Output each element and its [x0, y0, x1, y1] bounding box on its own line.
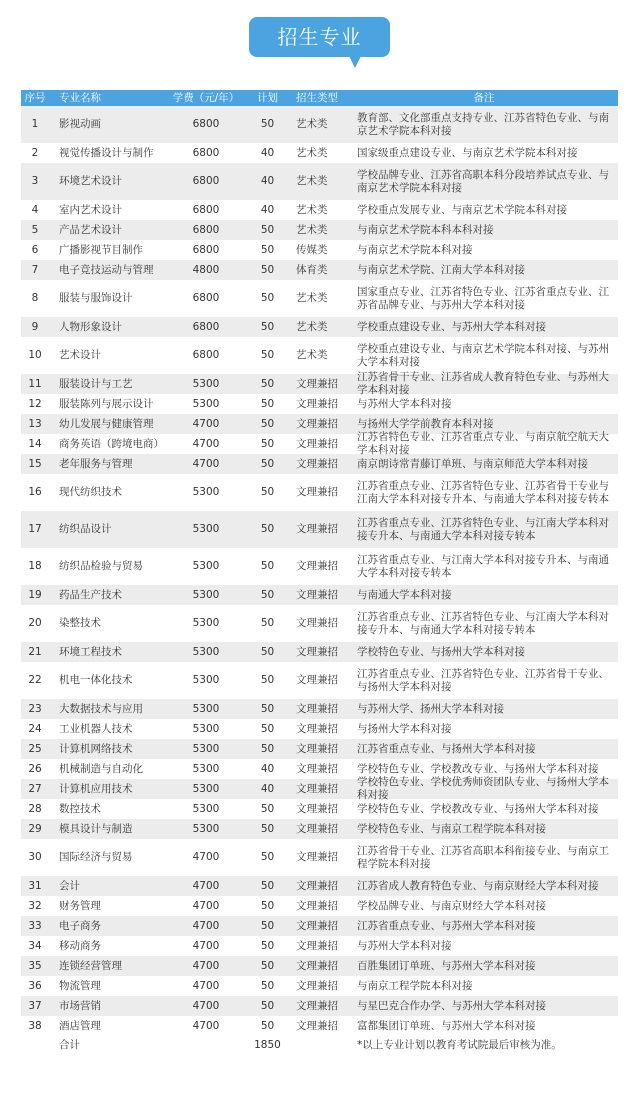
cell-type: 文理兼招: [296, 645, 338, 658]
cell-fee: 5300: [192, 822, 220, 835]
cell-no: 37: [28, 999, 42, 1012]
cell-name: 连锁经营管理: [59, 959, 122, 972]
cell-fee: 4700: [192, 979, 220, 992]
cell-name: 人物形象设计: [59, 320, 122, 333]
cell-type: 文理兼招: [296, 919, 338, 932]
cell-note: 江苏省特色专业、江苏省重点专业、与南京航空航天大学本科对接: [357, 431, 609, 456]
cell-note: 与苏州大学本科对接: [357, 397, 452, 410]
cell-no: 7: [31, 263, 39, 276]
cell-plan: 40: [260, 762, 275, 775]
cell-name: 数控技术: [59, 802, 101, 815]
cell-fee: 5300: [192, 523, 220, 535]
table-row: [21, 799, 618, 819]
cell-plan: 40: [260, 203, 275, 216]
table-row: [21, 996, 618, 1016]
cell-name: 纺织品检验与贸易: [59, 560, 143, 572]
total-row: [21, 1036, 618, 1055]
total-plan: 1850: [254, 1039, 281, 1051]
table-row: [21, 200, 618, 220]
cell-note: 国家重点专业、江苏省特色专业、江苏省重点专业、江苏省品牌专业、与苏州大学本科对接: [357, 285, 609, 311]
cell-no: 17: [28, 523, 42, 535]
table-row: [21, 662, 618, 699]
table-row: [21, 371, 618, 396]
cell-no: 18: [28, 560, 42, 572]
table-row: [21, 916, 618, 936]
cell-plan: 50: [260, 979, 275, 992]
cell-plan: 50: [260, 397, 275, 410]
table-row: [21, 337, 618, 374]
majors-table: [21, 90, 618, 1055]
cell-note: 学校特色专业、学校教改专业、与扬州大学本科对接: [357, 802, 599, 815]
cell-name: 财务管理: [59, 899, 101, 912]
cell-fee: 4700: [192, 919, 220, 932]
cell-name: 视觉传播设计与制作: [59, 146, 154, 159]
cell-type: 文理兼招: [296, 999, 338, 1012]
cell-fee: 5300: [192, 397, 220, 410]
cell-fee: 6800: [192, 349, 220, 361]
table-row: [21, 220, 618, 240]
cell-plan: 50: [260, 879, 275, 892]
cell-type: 文理兼招: [296, 899, 338, 912]
cell-plan: 50: [260, 851, 275, 863]
table-row: [21, 739, 618, 759]
cell-plan: 50: [260, 1019, 275, 1032]
cell-fee: 5300: [192, 702, 220, 715]
cell-no: 10: [28, 349, 42, 361]
cell-fee: 6800: [192, 320, 220, 333]
cell-type: 文理兼招: [296, 822, 338, 835]
cell-plan: 50: [260, 645, 275, 658]
cell-name: 工业机器人技术: [59, 722, 133, 735]
cell-type: 文理兼招: [296, 879, 338, 892]
table-row: [21, 585, 618, 605]
cell-name: 环境工程技术: [59, 645, 122, 658]
cell-plan: 50: [260, 292, 275, 304]
cell-fee: 4700: [192, 999, 220, 1012]
cell-note: 江苏省重点专业、与苏州大学本科对接: [357, 919, 536, 932]
table-row: [21, 699, 618, 719]
cell-no: 34: [28, 939, 42, 952]
header-type: 招生类型: [296, 91, 338, 104]
cell-no: 33: [28, 919, 42, 932]
cell-type: 文理兼招: [296, 377, 338, 390]
title-banner: [0, 0, 640, 88]
total-note: *以上专业计划以教育考试院最后审核为准。: [357, 1039, 562, 1051]
table-row: [21, 240, 618, 260]
cell-type: 艺术类: [296, 292, 328, 304]
cell-plan: 50: [260, 999, 275, 1012]
cell-fee: 5300: [192, 560, 220, 572]
cell-note: 与南京工程学院本科对接: [357, 979, 473, 992]
table-row: [21, 474, 618, 511]
cell-no: 6: [31, 243, 39, 256]
table-row: [21, 394, 618, 414]
cell-note: 与南京艺术学院本科本科对接: [357, 223, 494, 236]
cell-name: 电子商务: [59, 919, 101, 932]
cell-name: 广播影视节目制作: [59, 243, 143, 256]
cell-no: 3: [31, 175, 39, 187]
cell-type: 文理兼招: [296, 486, 338, 498]
cell-plan: 50: [260, 702, 275, 715]
cell-no: 9: [31, 320, 39, 333]
cell-note: 与苏州大学本科对接: [357, 939, 452, 952]
cell-no: 1: [31, 118, 39, 130]
cell-name: 计算机应用技术: [59, 782, 133, 795]
cell-no: 23: [28, 702, 42, 715]
cell-no: 8: [31, 292, 39, 304]
cell-note: 学校重点建设专业、与南京艺术学院本科对接、与苏州大学本科对接: [357, 342, 609, 368]
cell-type: 文理兼招: [296, 417, 338, 430]
cell-no: 31: [28, 879, 42, 892]
cell-note: 与南京艺术学院、江南大学本科对接: [357, 263, 525, 276]
cell-fee: 5300: [192, 722, 220, 735]
cell-no: 27: [28, 782, 42, 795]
cell-type: 艺术类: [296, 175, 328, 187]
cell-no: 15: [28, 457, 42, 470]
cell-name: 物流管理: [59, 979, 101, 992]
cell-type: 文理兼招: [296, 560, 338, 572]
cell-name: 国际经济与贸易: [59, 851, 133, 863]
table-row: [21, 454, 618, 474]
cell-plan: 50: [260, 223, 275, 236]
cell-note: 学校特色专业、与扬州大学本科对接: [357, 645, 525, 658]
cell-note: 学校特色专业、与南京工程学院本科对接: [357, 822, 546, 835]
cell-name: 环境艺术设计: [59, 175, 122, 187]
cell-fee: 4700: [192, 959, 220, 972]
cell-note: 江苏省成人教育特色专业、与南京财经大学本科对接: [357, 879, 599, 892]
cell-type: 艺术类: [296, 118, 328, 130]
cell-plan: 50: [260, 243, 275, 256]
cell-type: 艺术类: [296, 349, 328, 361]
cell-name: 机械制造与自动化: [59, 762, 143, 775]
cell-name: 计算机网络技术: [59, 742, 133, 755]
table-row: [21, 976, 618, 996]
cell-fee: 5300: [192, 486, 220, 498]
cell-fee: 5300: [192, 617, 220, 629]
table-row: [21, 548, 618, 585]
cell-plan: 50: [260, 263, 275, 276]
table-row: [21, 896, 618, 916]
cell-no: 12: [28, 397, 42, 410]
cell-plan: 50: [260, 919, 275, 932]
cell-name: 药品生产技术: [59, 588, 122, 601]
cell-plan: 50: [260, 486, 275, 498]
cell-no: 28: [28, 802, 42, 815]
cell-fee: 5300: [192, 674, 220, 686]
cell-fee: 4700: [192, 1019, 220, 1032]
table-row: [21, 819, 618, 839]
cell-type: 文理兼招: [296, 523, 338, 535]
cell-no: 38: [28, 1019, 42, 1032]
cell-plan: 50: [260, 377, 275, 390]
table-row: [21, 511, 618, 548]
cell-note: 学校特色专业、学校教改专业、与扬州大学本科对接: [357, 762, 599, 775]
cell-no: 2: [31, 146, 39, 159]
cell-fee: 5300: [192, 742, 220, 755]
cell-note: 江苏省骨干专业、江苏省高职本科衔接专业、与南京工程学院本科对接: [357, 844, 609, 870]
cell-note: 学校特色专业、学校优秀师资团队专业、与扬州大学本科对接: [357, 776, 609, 801]
cell-plan: 50: [260, 523, 275, 535]
cell-name: 商务英语（跨境电商）: [59, 437, 164, 450]
table-row: [21, 605, 618, 642]
cell-note: 教育部、文化部重点支持专业、江苏省特色专业、与南京艺术学院本科对接: [357, 111, 609, 137]
cell-fee: 6800: [192, 223, 220, 236]
cell-fee: 6800: [192, 175, 220, 187]
table-row: [21, 719, 618, 739]
cell-type: 文理兼招: [296, 851, 338, 863]
cell-fee: 5300: [192, 762, 220, 775]
cell-fee: 5300: [192, 645, 220, 658]
cell-name: 电子竞技运动与管理: [59, 263, 154, 276]
cell-type: 文理兼招: [296, 959, 338, 972]
cell-no: 25: [28, 742, 42, 755]
cell-note: 百胜集团订单班、与苏州大学本科对接: [357, 959, 536, 972]
cell-name: 纺织品设计: [59, 523, 112, 535]
cell-type: 文理兼招: [296, 802, 338, 815]
cell-no: 32: [28, 899, 42, 912]
cell-type: 文理兼招: [296, 702, 338, 715]
cell-no: 19: [28, 588, 42, 601]
cell-no: 11: [28, 377, 42, 390]
cell-fee: 5300: [192, 588, 220, 601]
cell-type: 文理兼招: [296, 437, 338, 450]
cell-plan: 50: [260, 939, 275, 952]
cell-type: 文理兼招: [296, 742, 338, 755]
cell-plan: 50: [260, 417, 275, 430]
cell-name: 老年服务与管理: [59, 457, 133, 470]
cell-no: 29: [28, 822, 42, 835]
cell-note: 江苏省重点专业、江苏省特色专业、江苏省骨干专业、与扬州大学本科对接: [357, 667, 609, 693]
cell-fee: 5300: [192, 802, 220, 815]
cell-type: 艺术类: [296, 223, 328, 236]
cell-plan: 50: [260, 588, 275, 601]
cell-name: 产品艺术设计: [59, 223, 122, 236]
cell-note: 江苏省骨干专业、江苏省成人教育特色专业、与苏州大学本科对接: [357, 371, 609, 396]
cell-plan: 50: [260, 959, 275, 972]
cell-plan: 40: [260, 782, 275, 795]
cell-plan: 50: [260, 320, 275, 333]
cell-no: 36: [28, 979, 42, 992]
cell-plan: 50: [260, 674, 275, 686]
cell-note: 国家级重点建设专业、与南京艺术学院本科对接: [357, 146, 578, 159]
table-row: [21, 776, 618, 801]
cell-fee: 4700: [192, 457, 220, 470]
cell-no: 20: [28, 617, 42, 629]
cell-fee: 6800: [192, 243, 220, 256]
cell-type: 文理兼招: [296, 722, 338, 735]
table-row: [21, 317, 618, 337]
cell-note: 江苏省重点专业、江苏省特色专业、与江南大学本科对接专升本、与南通大学本科对接专转本: [357, 516, 609, 542]
cell-note: 富都集团订单班、与苏州大学本科对接: [357, 1019, 536, 1032]
cell-name: 大数据技术与应用: [59, 702, 143, 715]
cell-name: 会计: [59, 879, 80, 892]
cell-name: 现代纺织技术: [59, 486, 122, 498]
cell-no: 22: [28, 674, 42, 686]
cell-type: 艺术类: [296, 203, 328, 216]
cell-type: 文理兼招: [296, 1019, 338, 1032]
cell-type: 艺术类: [296, 320, 328, 333]
cell-note: 与扬州大学学前教育本科对接: [357, 417, 494, 430]
cell-type: 文理兼招: [296, 782, 338, 795]
table-row: [21, 260, 618, 280]
cell-name: 市场营销: [59, 999, 101, 1012]
cell-note: 江苏省重点专业、与扬州大学本科对接: [357, 742, 536, 755]
cell-plan: 50: [260, 722, 275, 735]
cell-no: 26: [28, 762, 42, 775]
table-row: [21, 1016, 618, 1036]
cell-plan: 50: [260, 437, 275, 450]
cell-no: 30: [28, 851, 42, 863]
cell-type: 体育类: [296, 263, 328, 276]
cell-note: 江苏省重点专业、江苏省特色专业、与江南大学本科对接专升本、与南通大学本科对接专转本: [357, 610, 609, 636]
header-no: 序号: [24, 91, 46, 104]
cell-fee: 6800: [192, 146, 220, 159]
cell-name: 影视动画: [59, 118, 101, 130]
cell-fee: 4700: [192, 939, 220, 952]
cell-fee: 4700: [192, 417, 220, 430]
cell-note: 学校品牌专业、江苏省高职本科分段培养试点专业、与南京艺术学院本科对接: [357, 168, 609, 194]
cell-plan: 50: [260, 118, 275, 130]
cell-no: 5: [31, 223, 39, 236]
cell-fee: 4800: [192, 263, 220, 276]
table-row: [21, 642, 618, 662]
header-fee: 学费（元/年）: [172, 91, 240, 104]
cell-name: 室内艺术设计: [59, 203, 122, 216]
cell-name: 移动商务: [59, 939, 101, 952]
cell-name: 染整技术: [59, 617, 101, 629]
cell-no: 35: [28, 959, 42, 972]
cell-plan: 50: [260, 899, 275, 912]
cell-plan: 40: [260, 175, 275, 187]
table-row: [21, 143, 618, 163]
cell-fee: 6800: [192, 118, 220, 130]
cell-plan: 50: [260, 617, 275, 629]
cell-type: 文理兼招: [296, 588, 338, 601]
table-row: [21, 936, 618, 956]
cell-type: 文理兼招: [296, 397, 338, 410]
cell-type: 文理兼招: [296, 762, 338, 775]
cell-no: 21: [28, 645, 42, 658]
cell-name: 模具设计与制造: [59, 822, 133, 835]
header-name: 专业名称: [59, 91, 101, 104]
cell-note: 学校重点发展专业、与南京艺术学院本科对接: [357, 203, 567, 216]
cell-type: 文理兼招: [296, 979, 338, 992]
cell-fee: 4700: [192, 879, 220, 892]
cell-plan: 50: [260, 457, 275, 470]
total-label: 合计: [59, 1039, 80, 1051]
header-note: 备注: [473, 91, 495, 104]
cell-note: 与南京艺术学院本科对接: [357, 243, 473, 256]
cell-type: 艺术类: [296, 146, 328, 159]
cell-note: 江苏省重点专业、江苏省特色专业、江苏省骨干专业与江南大学本科对接专升本、与南通大学本科对接专转本: [357, 479, 609, 505]
table-header: [21, 90, 618, 106]
page-title: 招生专业: [249, 17, 390, 57]
table-row: [21, 876, 618, 896]
title-bubble-tail: [349, 56, 361, 68]
header-plan: 计划: [257, 91, 278, 104]
table-row: [21, 839, 618, 876]
cell-fee: 5300: [192, 377, 220, 390]
cell-note: 江苏省重点专业、与江南大学本科对接专升本、与南通大学本科对接专转本: [357, 553, 609, 579]
cell-note: 南京朗诗常青藤订单班、与南京师范大学本科对接: [357, 457, 588, 470]
cell-fee: 4700: [192, 437, 220, 450]
table-row: [21, 280, 618, 317]
cell-note: 与南通大学本科对接: [357, 588, 452, 601]
cell-name: 酒店管理: [59, 1019, 101, 1032]
cell-no: 16: [28, 486, 42, 498]
cell-fee: 6800: [192, 203, 220, 216]
table-row: [21, 431, 618, 456]
cell-plan: 40: [260, 146, 275, 159]
cell-name: 艺术设计: [59, 349, 101, 361]
cell-plan: 50: [260, 349, 275, 361]
cell-name: 服装陈列与展示设计: [59, 397, 154, 410]
cell-name: 服装设计与工艺: [59, 377, 133, 390]
cell-type: 传媒类: [296, 243, 328, 256]
cell-name: 服装与服饰设计: [59, 292, 133, 304]
cell-type: 文理兼招: [296, 939, 338, 952]
cell-type: 文理兼招: [296, 674, 338, 686]
cell-no: 4: [31, 203, 39, 216]
cell-note: 学校重点建设专业、与苏州大学本科对接: [357, 320, 546, 333]
cell-type: 文理兼招: [296, 617, 338, 629]
cell-fee: 4700: [192, 899, 220, 912]
cell-fee: 5300: [192, 782, 220, 795]
cell-plan: 50: [260, 802, 275, 815]
cell-fee: 6800: [192, 292, 220, 304]
cell-no: 14: [28, 437, 42, 450]
cell-note: 学校品牌专业、与南京财经大学本科对接: [357, 899, 546, 912]
cell-plan: 50: [260, 822, 275, 835]
cell-no: 13: [28, 417, 42, 430]
cell-plan: 50: [260, 742, 275, 755]
cell-note: 与星巴克合作办学、与苏州大学本科对接: [357, 999, 546, 1012]
table-row: [21, 106, 618, 143]
table-row: [21, 956, 618, 976]
cell-type: 文理兼招: [296, 457, 338, 470]
cell-no: 24: [28, 722, 42, 735]
cell-fee: 4700: [192, 851, 220, 863]
cell-plan: 50: [260, 560, 275, 572]
cell-note: 与苏州大学、扬州大学本科对接: [357, 702, 504, 715]
cell-name: 幼儿发展与健康管理: [59, 417, 154, 430]
cell-name: 机电一体化技术: [59, 674, 133, 686]
table-row: [21, 163, 618, 200]
cell-note: 与扬州大学本科对接: [357, 722, 452, 735]
